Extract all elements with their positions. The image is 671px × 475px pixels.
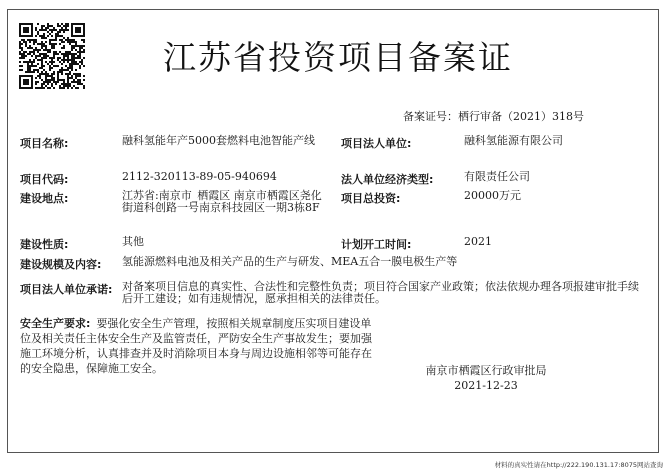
value-start-time: 2021 xyxy=(464,235,492,248)
issuer-block xyxy=(416,363,556,393)
label-project-name: 项目名称: xyxy=(20,137,69,150)
safety-requirements xyxy=(20,316,382,376)
value-project-code: 2112-320113-89-05-940694 xyxy=(122,170,277,183)
value-unit-type: 有限责任公司 xyxy=(464,170,530,183)
value-total-investment: 20000万元 xyxy=(464,189,521,202)
label-project-code: 项目代码: xyxy=(20,173,69,186)
label-nature: 建设性质: xyxy=(20,238,69,251)
verification-footer: 材料的真实性请在http://222.190.131.17:8075网站查询 xyxy=(494,461,663,469)
label-safety: 安全生产要求: xyxy=(20,317,91,330)
label-start-time: 计划开工时间: xyxy=(341,238,412,251)
value-nature: 其他 xyxy=(122,235,144,248)
certificate-page xyxy=(7,9,659,453)
value-location: 江苏省:南京市_栖霞区 南京市栖霞区尧化街道科创路一号南京科技园区一期3栋8F xyxy=(122,189,322,214)
label-total-investment: 项目总投资: xyxy=(341,192,401,205)
value-commitment: 对备案项目信息的真实性、合法性和完整性负责；项目符合国家产业政策；依法依规办理各项报建审批手续后开工建设；如有违规情况，愿承担相关的法律责任。 xyxy=(122,280,639,305)
value-legal-unit: 融科氢能源有限公司 xyxy=(464,134,563,147)
qr-code-icon[interactable] xyxy=(19,23,85,89)
value-project-name: 融科氢能年产5000套燃料电池智能产线 xyxy=(122,134,315,147)
label-commitment: 项目法人单位承诺: xyxy=(20,283,113,296)
label-unit-type: 法人单位经济类型: xyxy=(341,173,434,186)
label-location: 建设地点: xyxy=(20,192,69,205)
certificate-number: 备案证号：栖行审备（2021）318号 xyxy=(403,110,584,123)
issuer-name: 南京市栖霞区行政审批局 xyxy=(425,364,547,377)
document-title: 江苏省投资项目备案证 xyxy=(163,38,513,77)
issue-date: 2021-12-23 xyxy=(454,379,518,392)
label-legal-unit: 项目法人单位: xyxy=(341,137,412,150)
label-scale: 建设规模及内容: xyxy=(20,258,102,271)
value-safety: 要强化安全生产管理，按照相关规章制度压实项目建设单位及相关责任主体安全生产及监管责任，严防安全生产事故发生；要加强施工环境分析，认真排查并及时消除项目本身与周边设施相邻等可能存在的安全隐患，保障施工安全。 xyxy=(20,317,372,375)
value-scale: 氢能源燃料电池及相关产品的生产与研发、MEA五合一膜电极生产等 xyxy=(122,255,458,268)
